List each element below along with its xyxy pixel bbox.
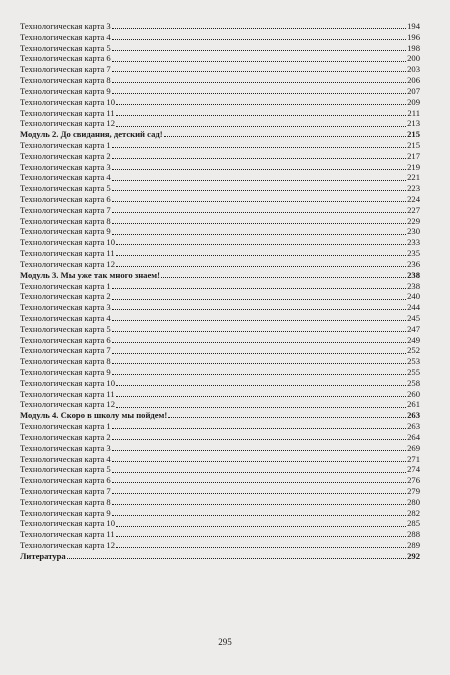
toc-entry-page: 238 <box>407 280 420 291</box>
toc-entry <box>20 464 420 475</box>
toc-entry <box>20 237 420 248</box>
toc-entry <box>20 454 420 465</box>
toc-entry-title: Технологическая карта 12 <box>20 540 115 550</box>
toc-entry-page: 255 <box>407 367 420 377</box>
toc-entry-title: Модуль 4. Скоро в школу мы пойдем! <box>20 410 168 421</box>
toc-entry <box>20 345 420 356</box>
dot-leader <box>116 526 406 527</box>
toc-entry-title: Технологическая карта 12 <box>20 258 115 269</box>
toc-entry <box>20 302 420 313</box>
toc-entry-title: Технологическая карта 8 <box>20 75 111 86</box>
toc-entry-title: Технологическая карта 2 <box>20 431 111 442</box>
toc-entry-title: Технологическая карта 7 <box>20 345 111 356</box>
toc-entry-title: Технологическая карта 4 <box>20 312 111 323</box>
toc-heading <box>20 270 420 281</box>
toc-entry <box>20 443 420 454</box>
toc-entry-title: Технологическая карта 7 <box>20 485 111 496</box>
dot-leader <box>112 504 406 505</box>
toc-entry <box>20 421 420 432</box>
dot-leader <box>168 417 406 418</box>
toc-entry-title: Технологическая карта 5 <box>20 323 111 334</box>
dot-leader <box>112 374 406 375</box>
toc-entry-page: 203 <box>407 64 420 75</box>
toc-entry-page: 276 <box>407 475 420 486</box>
toc-entry <box>20 518 420 529</box>
dot-leader <box>112 472 406 473</box>
toc-entry <box>20 324 420 335</box>
toc-entry <box>20 172 420 183</box>
toc-entry-title: Технологическая карта 9 <box>20 226 111 237</box>
dot-leader <box>112 50 406 51</box>
toc-entry-page: 211 <box>407 107 420 118</box>
toc-entry-page: 219 <box>407 161 420 172</box>
dot-leader <box>67 558 406 559</box>
dot-leader <box>112 482 406 483</box>
toc-entry-page: 244 <box>407 302 420 313</box>
toc-entry <box>20 86 420 97</box>
toc-entry-page: 245 <box>407 312 420 323</box>
toc-entry-title: Модуль 3. Мы уже так много знаем! <box>20 269 161 280</box>
toc-entry-page: 289 <box>407 540 420 550</box>
toc-entry <box>20 540 420 551</box>
toc-entry-title: Технологическая карта 4 <box>20 31 111 42</box>
dot-leader <box>112 39 406 40</box>
toc-entry-title: Технологическая карта 10 <box>20 96 115 107</box>
dot-leader <box>112 71 406 72</box>
dot-leader <box>112 223 406 224</box>
toc-entry-title: Технологическая карта 9 <box>20 85 111 96</box>
toc-entry-title: Технологическая карта 2 <box>20 291 111 302</box>
toc-entry-page: 274 <box>407 464 420 475</box>
dot-leader <box>161 277 406 278</box>
toc-entry-page: 215 <box>407 139 420 150</box>
toc-entry-page: 280 <box>407 496 420 507</box>
dot-leader <box>116 244 406 245</box>
toc-entry <box>20 162 420 173</box>
toc-entry-page: 236 <box>407 258 420 269</box>
toc-entry-page: 207 <box>407 85 420 96</box>
toc-entry-title: Модуль 2. До свидания, детский сад! <box>20 129 163 140</box>
dot-leader <box>112 363 406 364</box>
toc-entry <box>20 508 420 519</box>
toc-entry <box>20 53 420 64</box>
toc-entry <box>20 486 420 497</box>
dot-leader <box>112 28 406 29</box>
dot-leader <box>112 450 406 451</box>
dot-leader <box>112 212 406 213</box>
toc-entry-page: 200 <box>407 53 420 64</box>
toc-entry-page: 215 <box>407 129 420 140</box>
toc-entry-title: Технологическая карта 3 <box>20 302 111 313</box>
toc-entry-title: Технологическая карта 8 <box>20 496 111 507</box>
dot-leader <box>112 428 406 429</box>
dot-leader <box>112 299 406 300</box>
toc-entry-page: 240 <box>407 291 420 302</box>
toc-entry-title: Технологическая карта 3 <box>20 161 111 172</box>
toc-entry-page: 198 <box>407 42 420 53</box>
toc-entry <box>20 475 420 486</box>
toc-heading <box>20 410 420 421</box>
dot-leader <box>112 493 406 494</box>
table-of-contents <box>20 21 420 562</box>
dot-leader <box>112 180 406 181</box>
dot-leader <box>116 547 406 548</box>
toc-entry-page: 209 <box>407 96 420 107</box>
toc-entry <box>20 32 420 43</box>
toc-entry-title: Технологическая карта 10 <box>20 377 115 388</box>
dot-leader <box>116 385 406 386</box>
toc-entry-page: 263 <box>407 421 420 432</box>
toc-heading <box>20 129 420 140</box>
toc-entry-page: 217 <box>407 150 420 161</box>
toc-entry-page: 223 <box>407 183 420 194</box>
toc-entry <box>20 259 420 270</box>
toc-entry-title: Технологическая карта 6 <box>20 334 111 345</box>
toc-entry <box>20 108 420 119</box>
toc-entry-title: Технологическая карта 1 <box>20 280 111 291</box>
dot-leader <box>112 353 406 354</box>
toc-entry <box>20 497 420 508</box>
toc-entry-title: Технологическая карта 6 <box>20 53 111 64</box>
toc-entry <box>20 281 420 292</box>
dot-leader <box>116 536 406 537</box>
toc-entry <box>20 118 420 129</box>
toc-entry <box>20 216 420 227</box>
toc-entry-page: 279 <box>407 485 420 496</box>
toc-entry-page: 249 <box>407 334 420 345</box>
toc-entry <box>20 194 420 205</box>
dot-leader <box>116 104 406 105</box>
toc-entry-title: Технологическая карта 4 <box>20 453 111 464</box>
toc-entry <box>20 313 420 324</box>
toc-entry-page: 269 <box>407 442 420 453</box>
toc-entry-title: Технологическая карта 4 <box>20 172 111 183</box>
toc-entry-title: Технологическая карта 9 <box>20 507 111 518</box>
dot-leader <box>112 147 406 148</box>
dot-leader <box>112 342 406 343</box>
toc-entry-title: Технологическая карта 11 <box>20 107 115 118</box>
toc-entry-title: Технологическая карта 11 <box>20 248 115 259</box>
dot-leader <box>112 234 406 235</box>
toc-entry-page: 252 <box>407 345 420 356</box>
toc-entry <box>20 205 420 216</box>
toc-heading <box>20 551 420 562</box>
dot-leader <box>112 515 406 516</box>
dot-leader <box>112 82 406 83</box>
toc-entry-page: 235 <box>407 248 420 259</box>
toc-entry-title: Технологическая карта 5 <box>20 42 111 53</box>
toc-entry-page: 230 <box>407 226 420 237</box>
toc-entry <box>20 399 420 410</box>
toc-entry-title: Технологическая карта 12 <box>20 118 115 129</box>
toc-entry-page: 221 <box>407 172 420 183</box>
toc-entry <box>20 367 420 378</box>
toc-entry-title: Технологическая карта 7 <box>20 204 111 215</box>
dot-leader <box>116 407 406 408</box>
toc-entry <box>20 226 420 237</box>
toc-entry-page: 213 <box>407 118 420 129</box>
dot-leader <box>112 158 406 159</box>
toc-entry-page: 253 <box>407 356 420 367</box>
dot-leader <box>112 169 406 170</box>
dot-leader <box>116 126 406 127</box>
toc-entry-title: Технологическая карта 9 <box>20 367 111 377</box>
toc-entry-page: 260 <box>407 388 420 399</box>
toc-entry-title: Технологическая карта 1 <box>20 421 111 432</box>
toc-entry-title: Технологическая карта 3 <box>20 442 111 453</box>
toc-entry-title: Технологическая карта 6 <box>20 475 111 486</box>
toc-entry <box>20 356 420 367</box>
dot-leader <box>112 309 406 310</box>
dot-leader <box>112 201 406 202</box>
toc-entry-page: 196 <box>407 31 420 42</box>
toc-entry <box>20 21 420 32</box>
toc-entry-page: 282 <box>407 507 420 518</box>
toc-entry <box>20 151 420 162</box>
toc-entry-title: Технологическая карта 6 <box>20 194 111 204</box>
toc-entry <box>20 291 420 302</box>
dot-leader <box>116 255 406 256</box>
dot-leader <box>116 115 407 116</box>
dot-leader <box>112 461 406 462</box>
toc-entry-page: 224 <box>407 194 420 204</box>
dot-leader <box>164 136 407 137</box>
toc-entry-title: Технологическая карта 8 <box>20 356 111 367</box>
toc-entry-title: Технологическая карта 1 <box>20 139 111 150</box>
dot-leader <box>112 331 406 332</box>
toc-entry-title: Технологическая карта 12 <box>20 399 115 410</box>
toc-entry-page: 288 <box>407 529 420 540</box>
toc-entry-title: Литература <box>20 550 66 561</box>
toc-entry-page: 233 <box>407 237 420 248</box>
toc-entry-title: Технологическая карта 3 <box>20 21 111 31</box>
toc-entry-title: Технологическая карта 7 <box>20 64 111 75</box>
toc-entry-page: 206 <box>407 75 420 86</box>
toc-entry-title: Технологическая карта 10 <box>20 237 115 248</box>
toc-entry <box>20 97 420 108</box>
toc-entry <box>20 140 420 151</box>
toc-entry-page: 258 <box>407 377 420 388</box>
toc-entry-page: 263 <box>407 410 420 421</box>
toc-entry-page: 285 <box>407 518 420 529</box>
dot-leader <box>112 190 406 191</box>
toc-entry-title: Технологическая карта 2 <box>20 150 111 161</box>
toc-entry-title: Технологическая карта 11 <box>20 529 115 540</box>
toc-entry-title: Технологическая карта 8 <box>20 215 111 226</box>
toc-entry <box>20 183 420 194</box>
toc-entry-page: 292 <box>407 550 420 561</box>
toc-entry-page: 238 <box>407 269 420 280</box>
toc-entry-page: 261 <box>407 399 420 410</box>
toc-entry-page: 247 <box>407 323 420 334</box>
toc-entry-title: Технологическая карта 11 <box>20 388 115 399</box>
toc-entry-page: 194 <box>407 21 420 31</box>
toc-entry <box>20 335 420 346</box>
toc-entry <box>20 378 420 389</box>
toc-entry <box>20 389 420 400</box>
toc-entry <box>20 75 420 86</box>
dot-leader <box>112 288 406 289</box>
toc-entry-title: Технологическая карта 5 <box>20 183 111 194</box>
toc-entry <box>20 64 420 75</box>
dot-leader <box>112 61 406 62</box>
toc-entry-title: Технологическая карта 10 <box>20 518 115 529</box>
toc-entry-page: 229 <box>407 215 420 226</box>
toc-entry <box>20 432 420 443</box>
toc-entry <box>20 43 420 54</box>
dot-leader <box>112 320 406 321</box>
toc-entry <box>20 529 420 540</box>
page-number: 295 <box>218 637 232 647</box>
dot-leader <box>116 396 406 397</box>
toc-entry-title: Технологическая карта 5 <box>20 464 111 475</box>
dot-leader <box>112 93 406 94</box>
toc-entry-page: 227 <box>407 204 420 215</box>
dot-leader <box>112 439 406 440</box>
toc-entry-page: 271 <box>407 453 420 464</box>
toc-entry <box>20 248 420 259</box>
toc-entry-page: 264 <box>407 431 420 442</box>
dot-leader <box>116 266 406 267</box>
